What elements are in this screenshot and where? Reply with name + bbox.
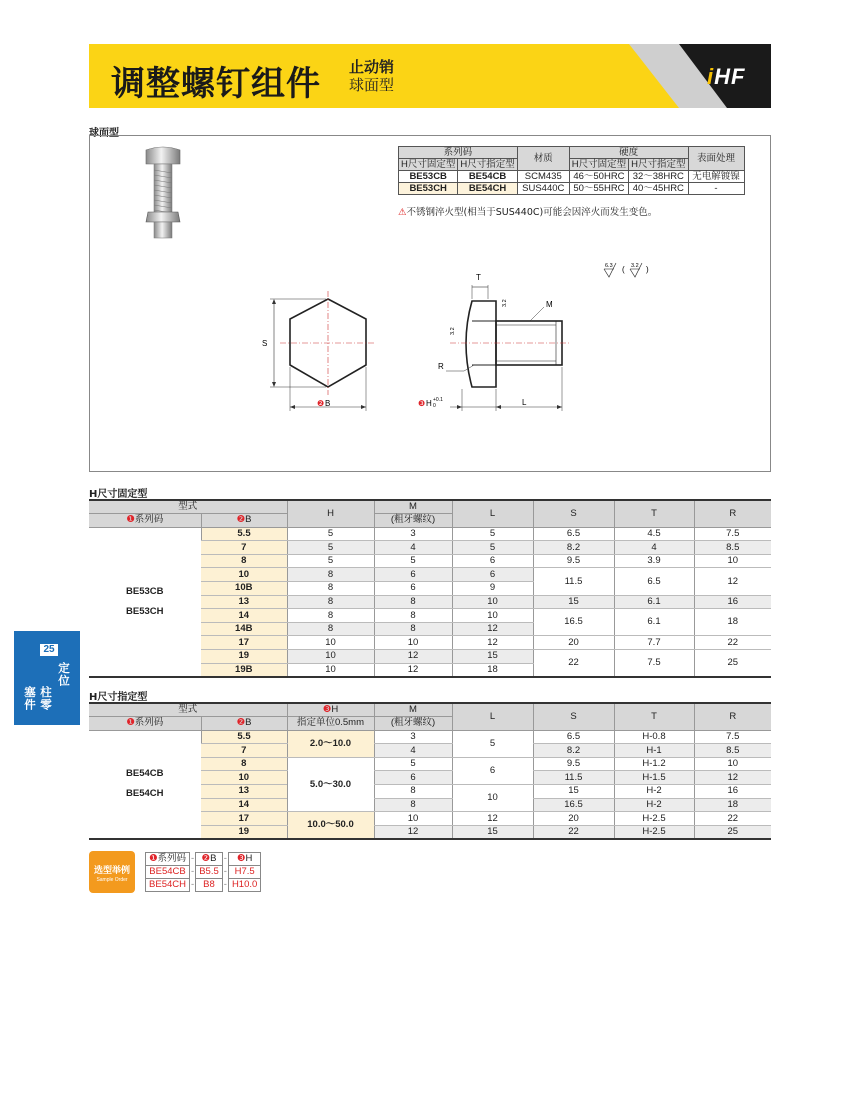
- th-H: H: [287, 500, 374, 527]
- th-series: [89, 717, 201, 731]
- cell: 5: [452, 541, 533, 555]
- cell: 12: [452, 622, 533, 636]
- cell: 3.9: [614, 554, 694, 568]
- badge-1: ❶: [149, 853, 158, 864]
- cell: 6.5: [614, 568, 694, 595]
- page-header: [89, 44, 771, 108]
- dash: -: [223, 866, 227, 877]
- cell: 7.7: [614, 636, 694, 650]
- side-view: [418, 273, 570, 411]
- cell: 11.5: [533, 771, 614, 785]
- dim-H: H: [426, 399, 432, 408]
- sample-cell: B5.5: [196, 866, 223, 879]
- sample-cell: B8: [196, 879, 223, 892]
- th-H2: 指定单位0.5mm: [287, 717, 374, 731]
- cell: 12: [694, 568, 771, 595]
- cell: 32～38HRC: [629, 171, 688, 183]
- dim-R: R: [438, 362, 444, 371]
- cell: 16.5: [533, 798, 614, 812]
- cell: 11.5: [533, 568, 614, 595]
- th-B-text: B: [245, 717, 252, 729]
- cell: 8: [201, 554, 287, 568]
- cell: 10B: [201, 582, 287, 596]
- dim-M: M: [546, 300, 553, 309]
- spec-dimension-table: [89, 702, 771, 840]
- cell: 5: [452, 527, 533, 541]
- cell: 6: [452, 757, 533, 784]
- cell: H-1.5: [614, 771, 694, 785]
- series-cell: [89, 730, 201, 839]
- cell: 5: [287, 541, 374, 555]
- cell: 4: [374, 541, 452, 555]
- badge-2: ❷: [317, 399, 325, 408]
- th-R: R: [694, 703, 771, 730]
- cell: 40～45HRC: [629, 183, 688, 195]
- th-series: [89, 514, 201, 528]
- cell: 8: [287, 622, 374, 636]
- cell: 12: [374, 825, 452, 839]
- warning-icon: ⚠: [398, 207, 407, 218]
- chapter-number: 25: [40, 644, 58, 656]
- th-S: S: [533, 500, 614, 527]
- th-T: T: [614, 500, 694, 527]
- material-spec-table: [398, 146, 745, 195]
- cell: 7: [201, 541, 287, 555]
- cell: 22: [533, 650, 614, 677]
- sample-h1-text: 系列码: [157, 853, 187, 864]
- cell: 12: [452, 636, 533, 650]
- th-M: M: [374, 500, 452, 514]
- cell: 10: [452, 785, 533, 812]
- side-text-2: 柱零: [39, 686, 53, 711]
- cell: BE54CB: [458, 171, 517, 183]
- badge-2: ❷: [201, 853, 211, 864]
- badge-2: ❷: [236, 514, 246, 526]
- cell: 46～50HRC: [569, 171, 628, 183]
- series-2: BE53CH: [126, 605, 164, 617]
- cell: 17: [201, 636, 287, 650]
- cell: 14B: [201, 622, 287, 636]
- cell: 8: [374, 622, 452, 636]
- hex-front-view: [262, 291, 376, 411]
- cell: 8.2: [533, 744, 614, 758]
- side-text-3: 塞件: [23, 686, 37, 711]
- cell: 12: [374, 663, 452, 677]
- section-label-top: 球面型: [89, 128, 119, 139]
- th-type: 型式: [89, 500, 287, 514]
- badge-3: ❸: [322, 704, 332, 716]
- sample-order-table: [145, 852, 261, 892]
- cell: 8: [287, 595, 374, 609]
- cell: 50～55HRC: [569, 183, 628, 195]
- rough-label-3: 3.2: [502, 299, 508, 307]
- sample-h1: [146, 853, 190, 866]
- tol-up: +0.1: [433, 397, 443, 403]
- th-S: S: [533, 703, 614, 730]
- th-spec: H尺寸指定型: [458, 159, 517, 171]
- cell: 5.5: [201, 730, 287, 744]
- cell: 6: [374, 771, 452, 785]
- cell: 16: [694, 785, 771, 799]
- sample-h2-text: B: [210, 853, 217, 864]
- cell: 18: [694, 798, 771, 812]
- th-H: [287, 703, 374, 717]
- cell: 19B: [201, 663, 287, 677]
- dim-B: B: [325, 399, 331, 408]
- th-M2: (粗牙螺纹): [374, 717, 452, 731]
- cell: 8: [201, 757, 287, 771]
- cell: 8: [374, 785, 452, 799]
- logo-rest: HF: [714, 64, 746, 89]
- series-2: BE54CH: [126, 788, 164, 800]
- cell: 10: [287, 663, 374, 677]
- dim-L: L: [522, 398, 527, 407]
- cell: 9.5: [533, 757, 614, 771]
- th-fixed: H尺寸固定型: [399, 159, 458, 171]
- cell: 8: [287, 582, 374, 596]
- cell: 8: [374, 609, 452, 623]
- cell: 10: [452, 609, 533, 623]
- h-range-3: 10.0～50.0: [287, 812, 374, 839]
- cell: SCM435: [517, 171, 569, 183]
- th-L: L: [452, 500, 533, 527]
- sample-h3-text: H: [245, 853, 253, 864]
- note-text: 不锈钢淬火型(相当于SUS440C)可能会因淬火而发生变色。: [406, 207, 658, 218]
- th-type: 型式: [89, 703, 287, 717]
- page-title: 调整螺钉组件: [111, 64, 321, 104]
- cell: 3: [374, 527, 452, 541]
- cell: 6: [452, 568, 533, 582]
- th-R: R: [694, 500, 771, 527]
- series-1: BE54CB: [126, 768, 164, 780]
- cell: 4: [614, 541, 694, 555]
- badge-3: ❸: [418, 399, 426, 408]
- cell: 6.5: [533, 527, 614, 541]
- cell: 15: [533, 785, 614, 799]
- cell: 13: [201, 595, 287, 609]
- cell: 15: [452, 825, 533, 839]
- page-subtitle: [349, 58, 394, 94]
- series-cell: [89, 527, 201, 677]
- th-series: 系列码: [399, 147, 518, 159]
- cell: BE53CH: [399, 183, 458, 195]
- section-label-spec: H尺寸指定型: [89, 692, 148, 703]
- cell: 25: [694, 825, 771, 839]
- cell: 7: [201, 744, 287, 758]
- cell: SUS440C: [517, 183, 569, 195]
- cell: 8.2: [533, 541, 614, 555]
- cell: 8.5: [694, 541, 771, 555]
- sample-h3: [228, 853, 260, 866]
- badge-1: ❶: [126, 717, 135, 729]
- cell: 10: [287, 650, 374, 664]
- cell: 5: [374, 554, 452, 568]
- h-range-2: 5.0～30.0: [287, 757, 374, 811]
- th-M: M: [374, 703, 452, 717]
- th-hard-fixed: H尺寸固定型: [569, 159, 628, 171]
- th-B-text: B: [245, 514, 252, 526]
- cell: 10: [452, 595, 533, 609]
- cell: 19: [201, 650, 287, 664]
- rough-label-1: 6.3: [605, 263, 613, 269]
- th-surface: 表面处理: [688, 147, 744, 171]
- cell: 6.1: [614, 609, 694, 636]
- cell: 16.5: [533, 609, 614, 636]
- cell: BE54CH: [458, 183, 517, 195]
- cell: 7.5: [694, 527, 771, 541]
- cell: 5: [374, 757, 452, 771]
- cell: 6.5: [533, 730, 614, 744]
- cell: 8: [287, 609, 374, 623]
- cell: 12: [452, 812, 533, 826]
- cell: 4: [374, 744, 452, 758]
- th-L: L: [452, 703, 533, 730]
- cell: 10: [201, 568, 287, 582]
- dash: -: [191, 879, 195, 890]
- cell: 18: [694, 609, 771, 636]
- cell: 18: [452, 663, 533, 677]
- cell: 8.5: [694, 744, 771, 758]
- th-hardness: 硬度: [569, 147, 688, 159]
- cell: 20: [533, 812, 614, 826]
- dim-S: S: [262, 339, 268, 348]
- cell: 6: [452, 554, 533, 568]
- sample-cell: H7.5: [228, 866, 260, 879]
- svg-text:): ): [646, 265, 649, 274]
- material-note: [398, 204, 657, 218]
- cell: 19: [201, 825, 287, 839]
- th-hard-spec: H尺寸指定型: [629, 159, 688, 171]
- cell: 5: [287, 527, 374, 541]
- sample-cell: BE54CH: [146, 879, 190, 892]
- cell: H-1.2: [614, 757, 694, 771]
- cell: 8: [374, 798, 452, 812]
- table-row: [89, 527, 771, 541]
- h-range-1: 2.0～10.0: [287, 730, 374, 757]
- sample-label-cn: 选型举例: [93, 866, 130, 876]
- series-1: BE53CB: [126, 585, 164, 597]
- cell: 10: [694, 757, 771, 771]
- cell: 10: [287, 636, 374, 650]
- cell: H-2: [614, 798, 694, 812]
- badge-2: ❷: [236, 717, 246, 729]
- cell: 9.5: [533, 554, 614, 568]
- cell: 10: [201, 771, 287, 785]
- cell: BE53CB: [399, 171, 458, 183]
- cell: 14: [201, 609, 287, 623]
- fixed-dimension-table: [89, 499, 771, 678]
- cell: 22: [694, 636, 771, 650]
- side-text-1: 定位: [57, 662, 71, 687]
- cell: 3: [374, 730, 452, 744]
- cell: 7.5: [614, 650, 694, 677]
- th-B: [201, 717, 287, 731]
- logo-i: i: [707, 64, 715, 89]
- th-H-text: H: [331, 704, 339, 716]
- dash: -: [223, 853, 227, 864]
- cell: 6: [374, 582, 452, 596]
- cell: 20: [533, 636, 614, 650]
- cell: 15: [533, 595, 614, 609]
- rough-label-4: 3.2: [450, 327, 456, 335]
- cell: 9: [452, 582, 533, 596]
- th-series-text: 系列码: [134, 717, 164, 729]
- th-material: 材质: [517, 147, 569, 171]
- cell: 12: [694, 771, 771, 785]
- dash: -: [223, 879, 227, 890]
- cell: H-2.5: [614, 825, 694, 839]
- cell: 5.5: [201, 527, 287, 541]
- badge-1: ❶: [126, 514, 135, 526]
- section-label-fixed: H尺寸固定型: [89, 489, 148, 500]
- cell: 7.5: [694, 730, 771, 744]
- cell: 无电解镀镍: [688, 171, 744, 183]
- cell: 14: [201, 798, 287, 812]
- badge-3: ❸: [236, 853, 246, 864]
- cell: 5: [287, 554, 374, 568]
- cell: 10: [374, 812, 452, 826]
- cell: -: [688, 183, 744, 195]
- cell: 17: [201, 812, 287, 826]
- sample-order-label: [89, 851, 135, 893]
- cell: 22: [533, 825, 614, 839]
- rough-label-2: 3.2: [631, 263, 639, 269]
- cell: H-0.8: [614, 730, 694, 744]
- th-T: T: [614, 703, 694, 730]
- subtitle-line1: 止动销: [349, 58, 395, 76]
- cell: 10: [374, 636, 452, 650]
- th-series-text: 系列码: [134, 514, 164, 526]
- svg-text:(: (: [622, 265, 625, 274]
- cell: 6: [374, 568, 452, 582]
- sample-h2: [196, 853, 223, 866]
- dash: -: [191, 866, 195, 877]
- cell: 8: [374, 595, 452, 609]
- cell: 5: [452, 730, 533, 757]
- cell: H-2: [614, 785, 694, 799]
- product-photo: [138, 144, 188, 244]
- tol-dn: 0: [433, 403, 436, 409]
- cell: 4.5: [614, 527, 694, 541]
- dim-T: T: [476, 273, 481, 282]
- table-row: [399, 183, 745, 195]
- subtitle-line2: 球面型: [349, 76, 395, 94]
- th-M2: (粗牙螺纹): [374, 514, 452, 528]
- cell: 12: [374, 650, 452, 664]
- cell: H-1: [614, 744, 694, 758]
- cell: 25: [694, 650, 771, 677]
- sample-cell: H10.0: [228, 879, 260, 892]
- roughness-symbols: [604, 263, 649, 277]
- dash: -: [191, 853, 195, 864]
- th-B: [201, 514, 287, 528]
- table-row: [89, 730, 771, 744]
- technical-drawing: [250, 255, 670, 415]
- cell: 16: [694, 595, 771, 609]
- cell: 22: [694, 812, 771, 826]
- table-row: [399, 171, 745, 183]
- cell: H-2.5: [614, 812, 694, 826]
- cell: 10: [694, 554, 771, 568]
- brand-logo: [707, 64, 745, 90]
- sample-label-en: Sample Order: [96, 877, 128, 883]
- cell: 15: [452, 650, 533, 664]
- sample-cell: BE54CB: [146, 866, 190, 879]
- cell: 8: [287, 568, 374, 582]
- cell: 6.1: [614, 595, 694, 609]
- cell: 13: [201, 785, 287, 799]
